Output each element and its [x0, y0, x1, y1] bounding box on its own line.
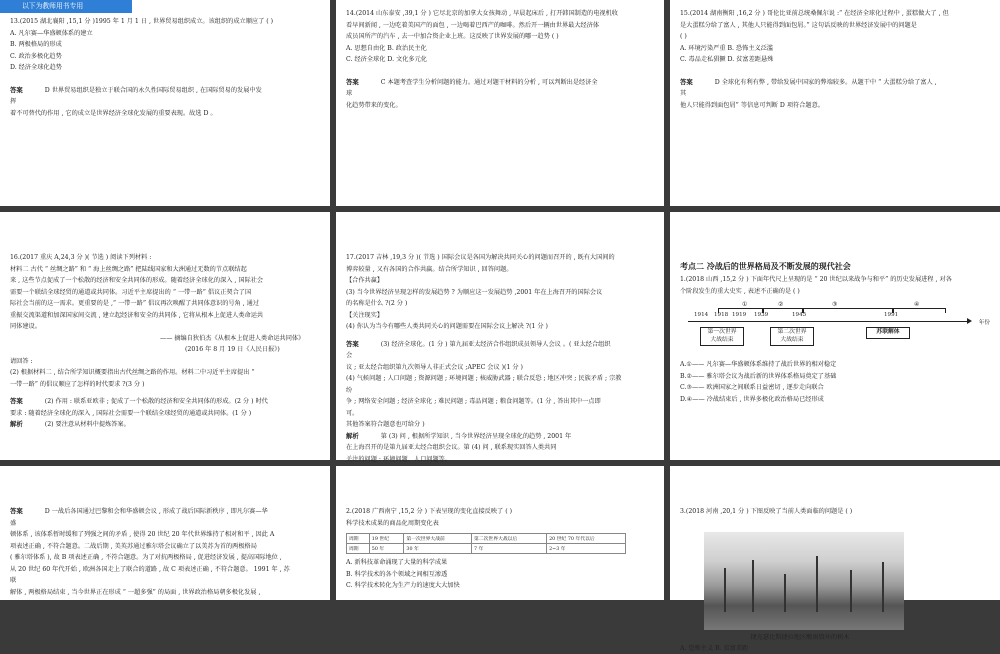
- page-5: [336, 212, 664, 460]
- subquestion: 的名称是什么 ?(2 分 ): [346, 298, 654, 310]
- timeline-chart: [680, 301, 990, 351]
- question-13: 13.(2015 湖北襄阳 ,15,1 分 )1995 年 1 月 1 日 , 世界贸易组织成立。该组织的成立顺应了 ( ): [10, 16, 320, 28]
- timeline-marker: ②: [778, 301, 783, 308]
- page-7: [0, 466, 330, 600]
- answer-text: D 世界贸易组织是独立于联合国的永久性国际贸易组织 , 在国际贸易的发展中发: [45, 87, 262, 94]
- material-text: 同体建设。: [10, 321, 320, 333]
- subquestion: (4) 你认为当今有哪些人类共同关心的问题需要在国际会议上解决 ?(1 分 ): [346, 321, 654, 333]
- page-9: [670, 466, 1000, 600]
- page-6: [670, 212, 1000, 460]
- photo-caption: 捷克瑟比斯捷拉地区酸雨毁坏的树木: [680, 632, 920, 643]
- options-ab: A. 恐怖主义 B. 贫富差距: [680, 643, 990, 654]
- answer-text: 纷: [346, 385, 654, 397]
- timeline-brace: [892, 308, 946, 313]
- material-date: (2016 年 8 月 19 日《人民日报》): [10, 344, 320, 356]
- options-ab: A. 思想自由化 B. 政治民主化: [346, 43, 654, 55]
- answer-text: 会: [346, 350, 654, 362]
- timeline-year: 1918: [714, 312, 728, 318]
- answer-label: 答案: [10, 397, 23, 405]
- answer-text: D 一战后各国通过巴黎和会和华盛顿会议 , 形成了战后国际新秩序 , 即凡尔赛—华: [45, 508, 268, 515]
- material-text: 际社会当前的这一需求。更重要的是 ,“ 一带一路” 倡议再次唤醒了共同体意识的号角 , 通过: [10, 298, 320, 310]
- answer-text: 从 20 世纪 60 年代开始 , 欧洲各国走上了联合的道路 , 故 C 项表述正确 , 不符合题意。 1991 年 , 苏: [10, 564, 320, 576]
- timeline-year: 1919: [732, 312, 746, 318]
- answer-text: 解体 , 两极格局结束 , 当今世界正在形成 “ 一超多强” 的局面 , 世界政治格局朝多极化发展 ,: [10, 587, 320, 599]
- section-heading: 【合作共赢】: [346, 275, 654, 287]
- question-3: 3.(2018 河南 ,20,1 分 ) 下图反映了当前人类面临的问题是 ( ): [680, 506, 990, 518]
- timeline-event-box: 第二次世界大战结束: [770, 327, 814, 346]
- options-ab: A. 环境污染严重 B. 恐怖主义泛滥: [680, 43, 990, 55]
- answer-text: 他人只能得到面包屑” 等信息可判断 D 项符合题意。: [680, 100, 990, 112]
- question-2: 2.(2018 广西南宁 ,15,2 分 ) 下表呈现的变化直接反映了 ( ): [346, 506, 654, 518]
- answer-text: C 本题考查学生分析问题的能力。通过对题干材料的分析 , 可以判断出是经济全: [381, 79, 598, 86]
- answer-text: 化趋势带来的变化。: [346, 100, 654, 112]
- page-2: [336, 0, 664, 206]
- answer-text: 可。: [346, 408, 654, 420]
- subquestion: (2) 根据材料二 , 结合所学知识概要指出古代丝绸之路的作用。材料二中习近平主席提出 “: [10, 367, 320, 379]
- table-cell: 19 世纪: [369, 534, 404, 544]
- answer-text: 挥: [10, 96, 320, 108]
- question-16: 16.(2017 重庆 A,24,3 分 )( 节选 ) 阅读下列材料 :: [10, 252, 320, 264]
- question-14: 14.(2014 山东泰安 ,39,1 分 ) 它尽北京的加拿大女孩舞动 , 早晨起床后 , 打开韩国制造的电视机收: [346, 8, 654, 20]
- options-cd: C. 毒品走私猖獗 D. 贫富差距悬殊: [680, 54, 990, 66]
- arrow-right-icon: [967, 318, 972, 324]
- table-row: [347, 544, 626, 554]
- timeline-marker: ①: [742, 301, 747, 308]
- question-1: 1.(2018 山西 ,15,2 分 ) 下面年代尺上呈现的是 “ 20 世纪以来战争与和平” 的历史发展进程 , 对各: [680, 274, 990, 286]
- answer-label: 答案: [680, 78, 693, 86]
- page-3: [670, 0, 1000, 206]
- page-1: [0, 0, 330, 206]
- table-cell: 2~3 年: [547, 544, 626, 554]
- answer-label: 答案: [346, 340, 359, 348]
- timeline-year: 1945: [792, 312, 806, 318]
- option-b: B. 两极格局的形成: [10, 39, 320, 51]
- table-row: [347, 534, 626, 544]
- timeline-marker: ③: [832, 301, 837, 308]
- table-cell: 30 年: [404, 544, 472, 554]
- answer-text: 盛: [10, 518, 320, 530]
- data-table: [346, 533, 626, 554]
- subquestion: (3) 当今世界经济呈现怎样的发展趋势 ? 为顺应这一发展趋势 ,2001 年在上海召开的国际会议: [346, 287, 654, 299]
- option-d: D. 经济全球化趋势: [10, 62, 320, 74]
- option-a: A. 凡尔赛—华盛顿体系的建立: [10, 28, 320, 40]
- option-c: C. 科学技术转化为生产力的速度大大加快: [346, 580, 654, 592]
- answer-label: 答案: [10, 507, 23, 515]
- subquestion: 一带一路” 的倡议顺应了怎样的时代要求 ?(3 分 ): [10, 379, 320, 391]
- analysis-label: 解析: [346, 432, 359, 440]
- option-c: C. 政治多极化趋势: [10, 51, 320, 63]
- analysis-label: 解析: [10, 420, 23, 428]
- options-cd: C. 经济全球化 D. 文化多元化: [346, 54, 654, 66]
- table-cell: 20 世纪 70 年代以后: [547, 534, 626, 544]
- material-text: 重振交流渠道和加深国家间交流 , 建立起经济和安全的共同体 , 它将从根本上促进人类命运共: [10, 310, 320, 322]
- question-text: 博弈较量 , 又有各国的合作共赢。结合所学知识 , 回答问题。: [346, 264, 654, 276]
- answer-text: 球: [346, 88, 654, 100]
- answer-text: 议 ; 亚太经合组织第九次领导人非正式会议 ;APEC 会议 )(1 分 ): [346, 362, 654, 374]
- acid-rain-photo: [704, 532, 904, 630]
- timeline-unit: 年份: [979, 318, 990, 326]
- answer-text: 项表述正确 , 不符合题意。二战后期 , 美英苏通过雅尔塔会议确立了以美苏为首的两极格局: [10, 541, 320, 553]
- answer-text: 其他答案符合题意也可给分 ): [346, 419, 654, 431]
- timeline-year: 1991: [884, 312, 898, 318]
- table-cell: 第二次世界大战以后: [472, 534, 547, 544]
- material-text: 来 , 这些节点促成了一个松散的经济和安全共同体的形成。随着经济全球化的深入 , 国际社会: [10, 275, 320, 287]
- answer-label: 答案: [10, 86, 23, 94]
- material-text: 需要一个联结全球经贸的通道或共同体。习近平主席提出的 “ 一带一路” 倡议正契合了国: [10, 287, 320, 299]
- timeline-marker: ④: [914, 301, 919, 308]
- answer-text: ( 雅尔塔体系 ), 故 B 项表述正确 , 不符合题意。为了对抗两极格局 , 促进经济发展 , 提高国际地位 ,: [10, 552, 320, 564]
- table-caption: 科学技术成果的商品化周期变化表: [346, 518, 654, 530]
- table-cell: 周期: [347, 544, 370, 554]
- answer-text: 顿体系 , 该体系暂时缓和了列强之间的矛盾 , 使得 20 世纪 20 年代世界维持了相对和平 , 因此 A: [10, 529, 320, 541]
- timeline-event-box: 苏联解体: [866, 327, 910, 339]
- table-cell: 7 年: [472, 544, 547, 554]
- analysis-text: 关注的问题 : 环境问题、人口问题等。: [346, 454, 654, 466]
- option-a: A. 新科技革命涌现了大量的科学成果: [346, 557, 654, 569]
- timeline-brace: [802, 308, 894, 313]
- timeline-year: 1939: [754, 312, 768, 318]
- analysis-text: 在上海召开的是第九届亚太经合组织会议。第 (4) 问 , 联系现实回答人类共同: [346, 442, 654, 454]
- question-text: ( ): [680, 31, 990, 43]
- question-15: 15.(2014 湖南衡阳 ,16,2 分 ) 哥伦比亚前总统桑佩尔说 :“ 在经济全球化过程中 , 蛋糕做大了 , 但: [680, 8, 990, 20]
- question-17: 17.(2017 吉林 ,19,3 分 )( 节选 ) 国际会议是各国为解决共同关心的问题而召开的 , 既有大国间的: [346, 252, 654, 264]
- timeline-year: 1914: [694, 312, 708, 318]
- prompt: 请回答 :: [10, 356, 320, 368]
- question-text: 个阶段发生的重大史实 , 表述不正确的是 ( ): [680, 286, 990, 298]
- analysis-text: 第 (3) 问 , 根据所学知识 , 当今世界经济呈现全球化的趋势 , 2001 年: [381, 433, 571, 440]
- question-text: 成员国所产的汽车 , 去一中加合资企业上班。这反映了世界发展的哪一趋势 ( ): [346, 31, 654, 43]
- question-text: 看早间新闻 , 一边吃着美国产的面包 , 一边喝着巴西产的咖啡。然后开一辆由世界最大经济体: [346, 20, 654, 32]
- answer-text: (4) 气候问题 ; 人口问题 ; 资源问题 ; 环境问题 ; 核威胁武器 ; 联合反恐 ; 地区冲突 ; 民族矛盾 ; 宗教: [346, 373, 654, 385]
- timeline-axis: [688, 321, 968, 322]
- answer-label: 答案: [346, 78, 359, 86]
- table-cell: 第一次世界大战前: [404, 534, 472, 544]
- option-b: B. 科学技术的各个领域之间相互渗透: [346, 569, 654, 581]
- teacher-banner: 以下为教师用书专用: [0, 0, 132, 13]
- section-title: 考点二 冷战后的世界格局及不断发展的现代社会: [680, 260, 990, 274]
- option-c: C.③—— 欧洲国家之间联系日益密切 , 逐步走向联合: [680, 382, 990, 394]
- option-b: B.②—— 雅尔塔会议为战后新的世界体系格局奠定了基础: [680, 371, 990, 383]
- analysis-text: (2) 要注意从材料中提炼答案。: [45, 421, 130, 428]
- question-text: 是大蛋糕分给了富人 , 其他人只能得到面包屑。” 这句话反映的世界经济发展中的问题是: [680, 20, 990, 32]
- table-cell: 50 年: [369, 544, 404, 554]
- timeline-event-box: 第一次世界大战结束: [700, 327, 744, 346]
- page-8: [336, 466, 664, 600]
- material-text: 材料二 古代 “ 丝绸之路” 和 “ 海上丝绸之路” 把陆线国家和大洲通过无数的节点联结起: [10, 264, 320, 276]
- option-a: A.①—— 凡尔赛—华盛顿体系维持了战后世界的相对稳定: [680, 359, 990, 371]
- option-d: D.④—— 冷战结束后 , 世界多极化政治格局已经形成: [680, 394, 990, 406]
- answer-text: (3) 经济全球化。(1 分 ) 第九届亚太经济合作组织成员领导人会议 。( 亚太经合组织: [381, 341, 611, 348]
- material-source: —— 摘编自狄伯杰《从根本上促进人类命运共同体》: [10, 333, 320, 345]
- answer-text: D 全球化有利有弊 , 带给发展中国家的弊端较多。从题干中 “ 大蛋糕分给了富人 ,: [715, 79, 937, 86]
- answer-text: 着不可替代的作用 , 它的成立是世界经济全球化发展的重要表现。故选 D 。: [10, 108, 320, 120]
- answer-text: 要求 : 随着经济全球化的深入 , 国际社会需要一个联结全球经贸的通道或共同体。(1 分 ): [10, 408, 320, 420]
- table-cell: 周期: [347, 534, 370, 544]
- section-heading: 【关注现实】: [346, 310, 654, 322]
- answer-text: 联: [10, 575, 320, 587]
- answer-text: 其: [680, 88, 990, 100]
- answer-text: (2) 作用 : 联系亚欧非 ; 促成了一个松散的经济和安全共同体的形成。(2 分 ) 时代: [45, 398, 268, 405]
- answer-text: 争 ; 网络安全问题 ; 经济全球化 ; 难民问题 ; 毒品问题 ; 粮食问题等。(1 分 , 答出其中一点即: [346, 396, 654, 408]
- page-4: [0, 212, 330, 460]
